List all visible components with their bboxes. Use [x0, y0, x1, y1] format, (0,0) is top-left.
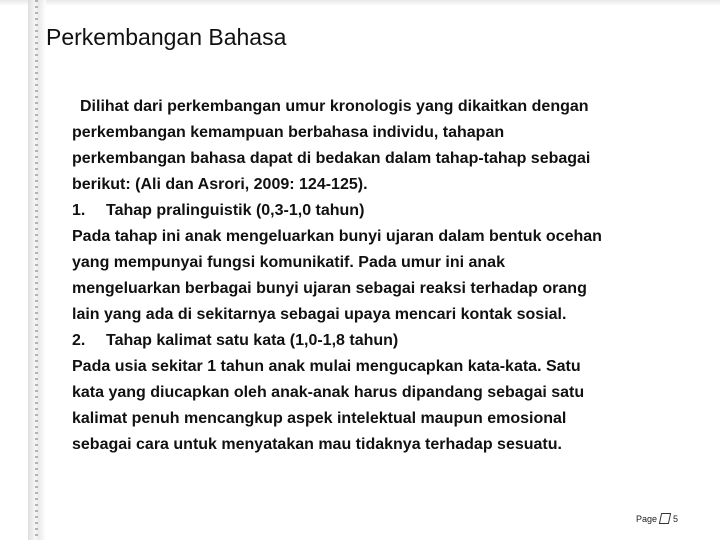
- list-item-2: [72, 328, 692, 354]
- list-number: 2.: [72, 332, 86, 349]
- page-box-icon: [659, 513, 671, 524]
- body-line: lain yang ada di sekitarnya sebagai upaya mencari kontak sosial.: [72, 306, 567, 323]
- body-line: Pada usia sekitar 1 tahun anak mulai mengucapkan kata-kata. Satu: [72, 358, 581, 375]
- body-line: mengeluarkan berbagai bunyi ujaran sebagai reaksi terhadap orang: [72, 280, 587, 297]
- slide-body: [72, 94, 692, 458]
- top-edge-shadow: [0, 0, 720, 6]
- body-line: perkembangan bahasa dapat di bedakan dalam tahap-tahap sebagai: [72, 150, 591, 167]
- body-line: kata yang diucapkan oleh anak-anak harus dipandang sebagai satu: [72, 384, 585, 401]
- body-line: berikut: (Ali dan Asrori, 2009: 124-125).: [72, 176, 368, 193]
- body-line: Dilihat dari perkembangan umur kronologis yang dikaitkan dengan: [80, 98, 589, 115]
- binding-stitch: [35, 0, 38, 540]
- list-item-label: Tahap pralinguistik (0,3-1,0 tahun): [106, 202, 365, 219]
- body-line: yang mempunyai fungsi komunikatif. Pada umur ini anak: [72, 254, 505, 271]
- page-label: Page: [635, 513, 657, 524]
- list-item-1: [72, 198, 692, 224]
- slide-title: Perkembangan Bahasa: [46, 24, 287, 50]
- page-number: 5: [672, 513, 678, 524]
- body-line: Pada tahap ini anak mengeluarkan bunyi ujaran dalam bentuk ocehan: [72, 228, 602, 245]
- body-line: perkembangan kemampuan berbahasa individu, tahapan: [72, 124, 505, 141]
- body-line: sebagai cara untuk menyatakan mau tidaknya terhadap sesuatu.: [72, 436, 562, 453]
- notebook-binding: [28, 0, 46, 540]
- list-number: 1.: [72, 202, 86, 219]
- page-footer: [636, 513, 678, 524]
- list-item-label: Tahap kalimat satu kata (1,0-1,8 tahun): [106, 332, 399, 349]
- body-line: kalimat penuh mencangkup aspek intelektual maupun emosional: [72, 410, 567, 427]
